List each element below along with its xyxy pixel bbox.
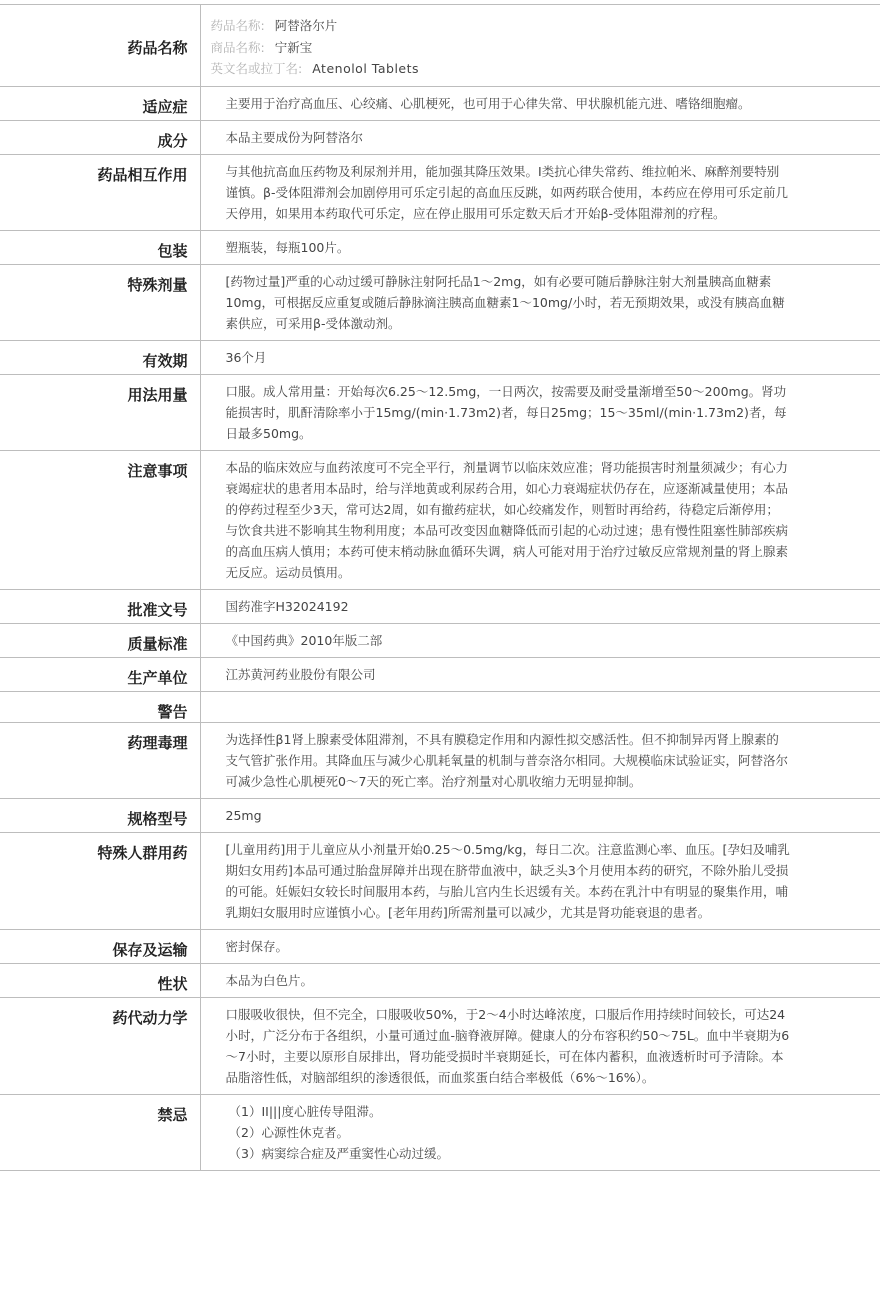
- row-value: 《中国药典》2010年版二部: [200, 623, 880, 657]
- row-value: 主要用于治疗高血压、心绞痛、心肌梗死，也可用于心律失常、甲状腺机能亢进、嗜铬细胞瘤。: [200, 86, 880, 120]
- row-label: 禁忌: [0, 1094, 200, 1170]
- ingredients-row: [0, 120, 880, 154]
- row-label: 药代动力学: [0, 997, 200, 1094]
- generic-name-line: [211, 15, 880, 37]
- contraindication-list: [200, 1094, 880, 1170]
- interactions-row: [0, 154, 880, 230]
- packaging-row: [0, 230, 880, 264]
- brand-name-label: 商品名称:: [211, 40, 265, 55]
- row-label: 质量标准: [0, 623, 200, 657]
- row-value: [儿童用药]用于儿童应从小剂量开始0.25～0.5mg/kg，每日二次。注意监测心率、血压。[孕妇及哺乳期妇女用药]本品可通过胎盘屏障并出现在脐带血液中，缺乏头3个月使用本药的研究，不除外胎儿受损的可能。妊娠妇女较长时间服用本药，与胎儿宫内生长迟缓有关。本药在乳汁中有明显的聚集作用，哺乳期妇女服用时应谨慎小心。[老年用药]所需剂量可以减少，尤其是肾功能衰退的患者。: [200, 832, 880, 929]
- contraindications-row: [0, 1094, 880, 1170]
- row-label: 药品相互作用: [0, 154, 200, 230]
- brand-name-line: [211, 37, 880, 59]
- generic-name-label: 药品名称:: [211, 18, 265, 33]
- special-dosage-row: [0, 264, 880, 340]
- approval-number-row: [0, 589, 880, 623]
- list-item: （1）II|||度心脏传导阻滞。: [229, 1101, 791, 1122]
- row-value: 与其他抗高血压药物及利尿剂并用，能加强其降压效果。I类抗心律失常药、维拉帕米、麻醉剂要特别谨慎。β-受体阻滞剂会加剧停用可乐定引起的高血压反跳，如两药联合使用，本药应在停用可乐定前几天停用，如果用本药取代可乐定，应在停止服用可乐定数天后才开始β-受体阻滞剂的疗程。: [200, 154, 880, 230]
- list-item: （3）病窦综合症及严重窦性心动过缓。: [229, 1143, 791, 1164]
- shelf-life-row: [0, 340, 880, 374]
- english-name-value: Atenolol Tablets: [312, 61, 419, 76]
- appearance-row: [0, 963, 880, 997]
- row-value: 为选择性β1肾上腺素受体阻滞剂，不具有膜稳定作用和内源性拟交感活性。但不抑制异丙肾上腺素的支气管扩张作用。其降血压与减少心肌耗氧量的机制与普奈洛尔相同。大规模临床试验证实，阿替洛尔可减少急性心肌梗死0～7天的死亡率。治疗剂量对心肌收缩力无明显抑制。: [200, 722, 880, 798]
- row-value: 口服吸收很快，但不完全，口服吸收50%，于2～4小时达峰浓度，口服后作用持续时间较长，可达24小时，广泛分布于各组织，小量可通过血-脑脊液屏障。健康人的分布容积约50～75L。血中半衰期为6～7小时，主要以原形自尿排出，肾功能受损时半衰期延长，可在体内蓄积，血液透析时可予清除。本品脂溶性低，对脑部组织的渗透很低，而血浆蛋白结合率极低（6%～16%）。: [200, 997, 880, 1094]
- row-value: 36个月: [200, 340, 880, 374]
- row-label: 生产单位: [0, 657, 200, 691]
- quality-standard-row: [0, 623, 880, 657]
- english-name-label: 英文名或拉丁名:: [211, 61, 303, 76]
- row-value: [200, 691, 880, 722]
- row-label: 药品名称: [0, 5, 200, 87]
- special-populations-row: [0, 832, 880, 929]
- row-value: 口服。成人常用量：开始每次6.25～12.5mg，一日两次，按需要及耐受量渐增至50～200mg。肾功能损害时，肌酐清除率小于15mg/(min·1.73m2)者，每日25mg；15～35ml/(min·1.73m2)者，每日最多50mg。: [200, 374, 880, 450]
- specification-row: [0, 798, 880, 832]
- row-label: 包装: [0, 230, 200, 264]
- row-label: 特殊剂量: [0, 264, 200, 340]
- indication-row: [0, 86, 880, 120]
- precautions-row: [0, 450, 880, 589]
- row-value: 本品主要成份为阿替洛尔: [200, 120, 880, 154]
- row-value: 塑瓶装，每瓶100片。: [200, 230, 880, 264]
- row-label: 保存及运输: [0, 929, 200, 963]
- pharmacology-row: [0, 722, 880, 798]
- pharmacokinetics-row: [0, 997, 880, 1094]
- drug-name-cell: [200, 5, 880, 87]
- row-label: 用法用量: [0, 374, 200, 450]
- row-value: 本品的临床效应与血药浓度可不完全平行，剂量调节以临床效应准；肾功能损害时剂量须减少；有心力衰竭症状的患者用本品时，给与洋地黄或利尿药合用，如心力衰竭症状仍存在，应逐渐减量使用；本品的停药过程至少3天，常可达2周，如有撤药症状，如心绞痛发作，则暂时再给药，待稳定后渐停用；与饮食共进不影响其生物利用度；本品可改变因血糖降低而引起的心动过速；患有慢性阻塞性肺部疾病的高血压病人慎用；本药可使末梢动脉血循环失调，病人可能对用于治疗过敏反应常规剂量的肾上腺素无反应。运动员慎用。: [200, 450, 880, 589]
- dosage-row: [0, 374, 880, 450]
- row-value: 国药准字H32024192: [200, 589, 880, 623]
- row-label: 成分: [0, 120, 200, 154]
- row-value: 25mg: [200, 798, 880, 832]
- row-value: 江苏黄河药业股份有限公司: [200, 657, 880, 691]
- row-value: 本品为白色片。: [200, 963, 880, 997]
- row-value: [药物过量]严重的心动过缓可静脉注射阿托品1～2mg，如有必要可随后静脉注射大剂量胰高血糖素10mg，可根据反应重复或随后静脉滴注胰高血糖素1～10mg/小时，若无预期效果，或没有胰高血糖素供应，可采用β-受体激动剂。: [200, 264, 880, 340]
- drug-info-table: [0, 4, 880, 1171]
- row-label: 批准文号: [0, 589, 200, 623]
- row-label: 注意事项: [0, 450, 200, 589]
- manufacturer-row: [0, 657, 880, 691]
- row-label: 规格型号: [0, 798, 200, 832]
- row-label: 适应症: [0, 86, 200, 120]
- english-name-line: [211, 58, 880, 80]
- row-label: 有效期: [0, 340, 200, 374]
- row-value: 密封保存。: [200, 929, 880, 963]
- row-label: 特殊人群用药: [0, 832, 200, 929]
- generic-name-value: 阿替洛尔片: [275, 18, 338, 33]
- drug-name-row: [0, 5, 880, 87]
- storage-row: [0, 929, 880, 963]
- brand-name-value: 宁新宝: [275, 40, 313, 55]
- list-item: （2）心源性休克者。: [229, 1122, 791, 1143]
- row-label: 性状: [0, 963, 200, 997]
- row-label: 警告: [0, 691, 200, 722]
- row-label: 药理毒理: [0, 722, 200, 798]
- warning-row: [0, 691, 880, 722]
